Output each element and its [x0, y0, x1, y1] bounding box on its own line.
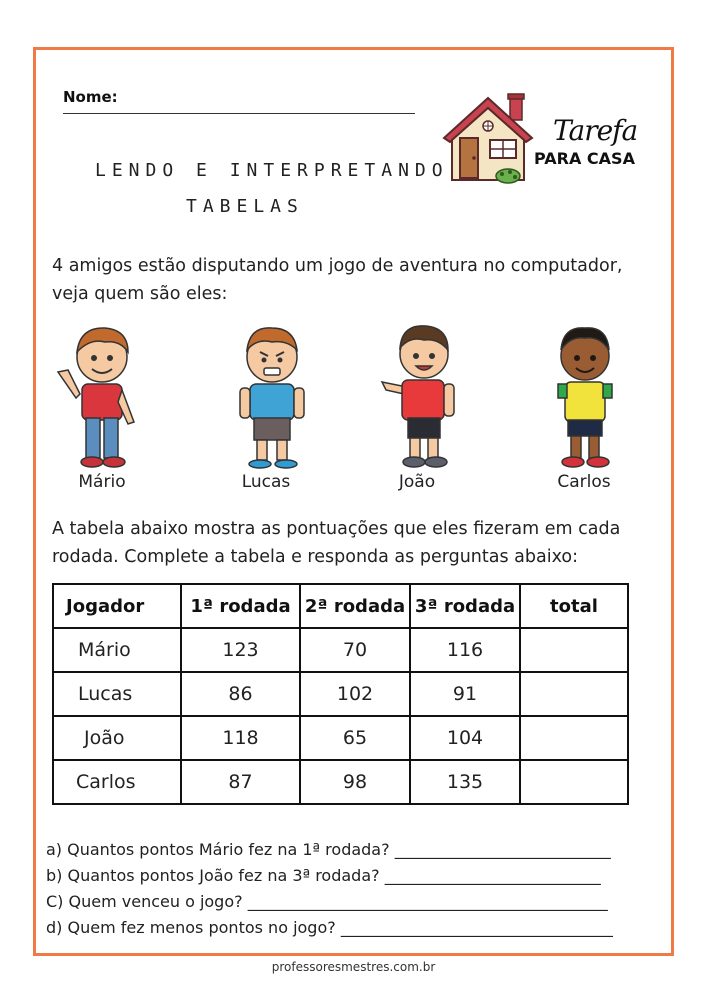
- cell-player: Carlos: [53, 760, 181, 804]
- tarefa-script: Tarefa: [553, 114, 638, 147]
- house-icon: [440, 92, 536, 184]
- table-header-row: [53, 584, 628, 628]
- name-label: Nome:: [63, 88, 118, 106]
- cell-round2: 102: [300, 672, 410, 716]
- header-round2: 2ª rodada: [300, 584, 410, 628]
- cell-round1: 86: [181, 672, 300, 716]
- header-total: total: [520, 584, 628, 628]
- table-instructions: A tabela abaixo mostra as pontuações que eles fizeram em cada rodada. Complete a tabela e responda as perguntas abaixo:: [52, 519, 621, 567]
- header-round3: 3ª rodada: [410, 584, 520, 628]
- player-name-lucas: Lucas: [241, 472, 291, 492]
- worksheet-title-line2: TABELAS: [186, 196, 304, 217]
- cell-round3: 116: [410, 628, 520, 672]
- question-d: d) Quem fez menos pontos no jogo? __________________________________: [46, 918, 613, 937]
- cell-round3: 91: [410, 672, 520, 716]
- name-line: [63, 113, 415, 114]
- cell-round2: 70: [300, 628, 410, 672]
- joao-illustration: [380, 322, 460, 470]
- question-a: a) Quantos pontos Mário fez na 1ª rodada? ___________________________: [46, 840, 611, 859]
- para-casa-label: PARA CASA: [534, 149, 635, 168]
- table-row: [53, 716, 628, 760]
- header-player: Jogador: [53, 584, 181, 628]
- cell-round1: 118: [181, 716, 300, 760]
- cell-player: Mário: [53, 628, 181, 672]
- page-frame: [33, 47, 674, 956]
- cell-round3: 104: [410, 716, 520, 760]
- cell-round2: 65: [300, 716, 410, 760]
- cell-total-input[interactable]: [520, 628, 628, 672]
- table-row: [53, 628, 628, 672]
- table-row: [53, 672, 628, 716]
- cell-round1: 123: [181, 628, 300, 672]
- cell-round1: 87: [181, 760, 300, 804]
- worksheet-title-line1: LENDO E INTERPRETANDO: [95, 160, 449, 181]
- player-name-carlos: Carlos: [557, 472, 611, 492]
- question-c: C) Quem venceu o jogo? _____________________________________________: [46, 892, 608, 911]
- cell-round2: 98: [300, 760, 410, 804]
- table-row: [53, 760, 628, 804]
- question-b: b) Quantos pontos João fez na 3ª rodada? ___________________________: [46, 866, 601, 885]
- cell-player: Lucas: [53, 672, 181, 716]
- cell-total-input[interactable]: [520, 716, 628, 760]
- cell-player: João: [53, 716, 181, 760]
- header-round1: 1ª rodada: [181, 584, 300, 628]
- intro-text: 4 amigos estão disputando um jogo de aventura no computador, veja quem são eles:: [52, 256, 623, 304]
- scores-table: [52, 583, 629, 805]
- cell-total-input[interactable]: [520, 760, 628, 804]
- carlos-illustration: [548, 322, 623, 470]
- player-name-mario: Mário: [78, 472, 126, 492]
- mario-illustration: [50, 322, 145, 470]
- footer-source: professoresmestres.com.br: [271, 960, 436, 974]
- cell-round3: 135: [410, 760, 520, 804]
- lucas-illustration: [232, 322, 312, 470]
- cell-total-input[interactable]: [520, 672, 628, 716]
- player-name-joao: João: [398, 472, 436, 492]
